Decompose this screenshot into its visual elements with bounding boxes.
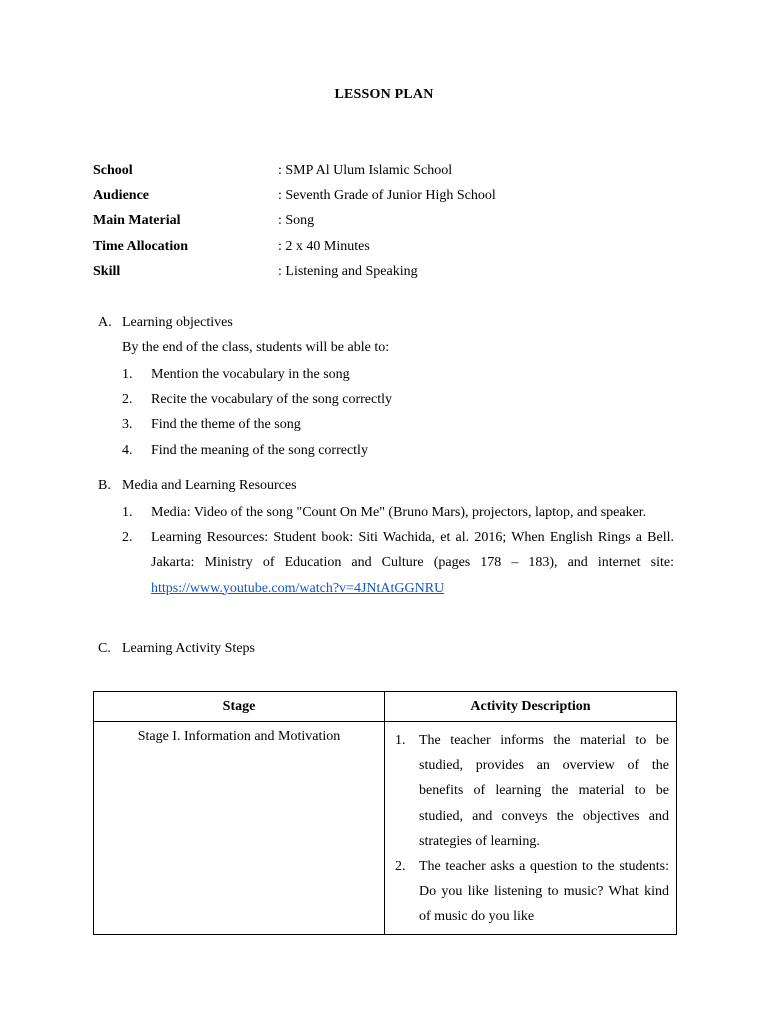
activity-item bbox=[395, 854, 669, 930]
section-heading bbox=[98, 475, 688, 500]
info-block bbox=[93, 160, 693, 286]
stage-cell: Stage I. Information and Motivation bbox=[94, 722, 385, 935]
list-item bbox=[98, 438, 688, 463]
info-value: : 2 x 40 Minutes bbox=[278, 238, 370, 254]
info-label: School bbox=[93, 163, 133, 178]
list-number: 2. bbox=[122, 392, 133, 408]
section-letter: B. bbox=[98, 478, 111, 493]
activity-text: The teacher informs the material to be studied, provides an overview of the benefits of learning the material to be studied, and conveys the objectives and strategies of learning. bbox=[419, 733, 669, 849]
section-title: Learning Activity Steps bbox=[122, 641, 255, 656]
info-value: : Seventh Grade of Junior High School bbox=[278, 188, 496, 204]
activity-table bbox=[93, 691, 677, 935]
section-activity-steps bbox=[98, 638, 688, 663]
section-learning-objectives bbox=[98, 312, 688, 463]
activity-text: The teacher asks a question to the students: Do you like listening to music? What kind of music do you like bbox=[419, 859, 669, 925]
section-title: Learning objectives bbox=[122, 315, 233, 330]
youtube-link[interactable]: https://www.youtube.com/watch?v=4JNtAtGGNRU bbox=[151, 580, 445, 596]
list-item bbox=[98, 412, 688, 437]
list-item bbox=[98, 387, 688, 412]
list-text: Learning Resources: Student book: Siti Wachida, et al. 2016; When English Rings a Bell. Jakarta: Ministry of Education and Culture (pages 178 – 183), and internet site: bbox=[151, 530, 674, 571]
list-number: 4. bbox=[122, 442, 133, 458]
column-header-stage: Stage bbox=[94, 692, 385, 722]
list-item bbox=[98, 525, 688, 601]
column-header-activity: Activity Description bbox=[385, 692, 677, 722]
list-text: Find the meaning of the song correctly bbox=[151, 442, 368, 458]
table-row bbox=[94, 722, 677, 935]
section-media-resources bbox=[98, 475, 688, 601]
info-label: Main Material bbox=[93, 213, 181, 229]
info-label: Skill bbox=[93, 263, 121, 279]
section-heading bbox=[98, 638, 688, 663]
info-row-time-allocation bbox=[93, 236, 693, 261]
activity-cell bbox=[385, 722, 677, 935]
list-text: Media: Video of the song "Count On Me" (Bruno Mars), projectors, laptop, and speaker. bbox=[151, 505, 647, 520]
list-number: 1. bbox=[122, 505, 133, 520]
list-item bbox=[98, 362, 688, 387]
section-intro: By the end of the class, students will be able to: bbox=[122, 340, 390, 355]
info-row-school bbox=[93, 160, 693, 185]
activity-number: 1. bbox=[395, 733, 406, 748]
list-item bbox=[98, 500, 688, 525]
info-row-main-material bbox=[93, 210, 693, 235]
info-value: : Listening and Speaking bbox=[278, 263, 418, 279]
page-title: LESSON PLAN bbox=[334, 87, 434, 102]
list-text: Find the theme of the song bbox=[151, 417, 301, 433]
list-number: 1. bbox=[122, 367, 133, 382]
info-label: Audience bbox=[93, 188, 149, 204]
info-row-audience bbox=[93, 185, 693, 210]
info-row-skill bbox=[93, 261, 693, 286]
info-value: : SMP Al Ulum Islamic School bbox=[278, 163, 453, 178]
section-title: Media and Learning Resources bbox=[122, 478, 297, 493]
section-letter: A. bbox=[98, 315, 112, 330]
list-text: Recite the vocabulary of the song correctly bbox=[151, 392, 393, 408]
list-text: Mention the vocabulary in the song bbox=[151, 367, 350, 382]
info-value: : Song bbox=[278, 213, 315, 229]
section-heading bbox=[98, 312, 688, 337]
activity-item bbox=[395, 728, 669, 854]
info-label: Time Allocation bbox=[93, 238, 189, 254]
list-number: 3. bbox=[122, 417, 133, 433]
table-header-row bbox=[94, 692, 677, 722]
activity-number: 2. bbox=[395, 859, 406, 875]
list-text-with-link bbox=[151, 525, 688, 601]
section-letter: C. bbox=[98, 641, 111, 656]
list-number: 2. bbox=[122, 530, 133, 546]
